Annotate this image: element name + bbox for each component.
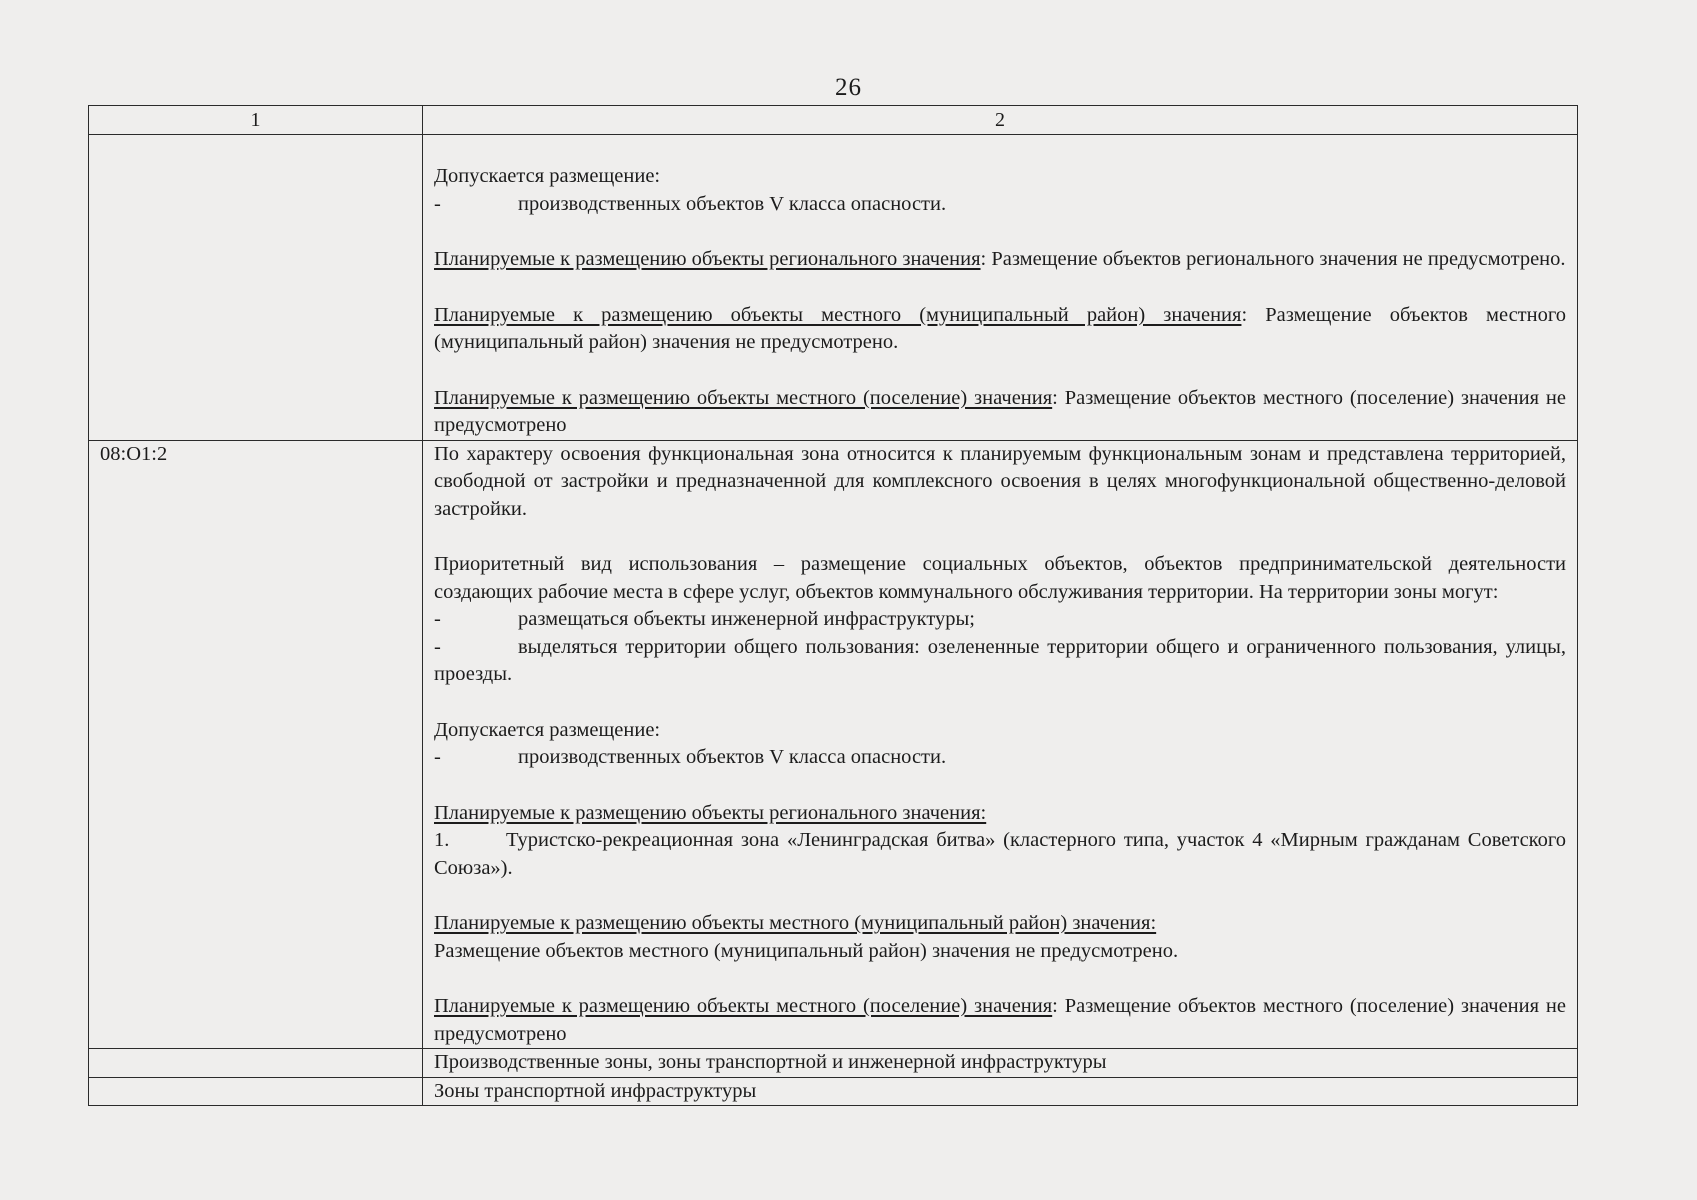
allowed-heading: Допускается размещение: (434, 718, 661, 741)
zone-description-cell (423, 440, 1578, 1049)
table-header-row (89, 106, 1578, 135)
zone-intro: По характеру освоения функциональная зона относится к планируемым функциональным зонам и представлена территорией, свободной от застройки и предназначенной для комплексного освоения в целях многофункциональной общественно-деловой застройки. (434, 442, 1566, 520)
table-row (89, 1077, 1578, 1106)
municipal-objects-paragraph (434, 302, 1566, 357)
zone-id-cell (89, 1077, 423, 1106)
header-col-1: 1 (89, 106, 423, 135)
list-dash: - (434, 192, 441, 215)
list-item (434, 634, 1566, 689)
settlement-objects-paragraph (434, 993, 1566, 1048)
list-item (434, 744, 1566, 772)
regional-objects-label: Планируемые к размещению объекты регионального значения (434, 248, 981, 270)
header-col-2: 2 (423, 106, 1578, 135)
zones-table (88, 105, 1578, 1106)
priority-use: Приоритетный вид использования – размещение социальных объектов, объектов предпринимательской деятельности создающих рабочие места в сфере услуг, объектов коммунального обслуживания территории. На территории зоны могут: (434, 553, 1566, 603)
regional-objects-text: : Размещение объектов регионального значения не предусмотрено. (980, 248, 1566, 270)
municipal-objects-label: Планируемые к размещению объекты местного (муниципальный район) значения (434, 303, 1242, 326)
settlement-objects-paragraph (434, 385, 1566, 440)
list-item-text: размещаться объекты инженерной инфраструктуры; (518, 608, 975, 630)
item-number: 1. (434, 829, 450, 851)
page-number: 26 (835, 74, 862, 101)
zone-id-cell: 08:О1:2 (89, 440, 423, 1049)
zone-id-cell (89, 135, 423, 441)
settlement-objects-label: Планируемые к размещению объекты местного (поселение) значения (434, 386, 1053, 409)
allowed-heading: Допускается размещение: (434, 165, 661, 187)
list-dash: - (434, 635, 441, 658)
regional-objects-label: Планируемые к размещению объекты регионального значения: (434, 801, 987, 824)
list-item-text: производственных объектов V класса опасности. (518, 192, 947, 215)
list-dash: - (434, 746, 441, 768)
item-text: Туристско-рекреационная зона «Ленинградская битва» (кластерного типа, участок 4 «Мирным гражданам Советского Союза»). (434, 829, 1566, 879)
table-row (89, 1049, 1578, 1078)
settlement-objects-label: Планируемые к размещению объекты местного (поселение) значения (434, 995, 1053, 1017)
zone-group-title: Зоны транспортной инфраструктуры (423, 1077, 1578, 1106)
municipal-objects-text: : Размещение объектов местного (муниципальный район) значения не предусмотрено. (434, 303, 1567, 353)
zone-group-title: Производственные зоны, зоны транспортной и инженерной инфраструктуры (423, 1049, 1578, 1078)
regional-object-item (434, 827, 1566, 882)
regional-objects-paragraph (434, 246, 1566, 274)
list-item-text: производственных объектов V класса опасности. (518, 746, 947, 768)
list-item (434, 191, 1566, 219)
zone-id-cell (89, 1049, 423, 1078)
municipal-objects-text: Размещение объектов местного (муниципальный район) значения не предусмотрено. (434, 939, 1179, 962)
table-row (89, 440, 1578, 1049)
list-dash: - (434, 608, 441, 630)
table-row (89, 135, 1578, 441)
zone-description-cell (423, 135, 1578, 441)
list-item (434, 606, 1566, 634)
municipal-objects-label: Планируемые к размещению объекты местного (муниципальный район) значения: (434, 912, 1157, 934)
list-item-text: выделяться территории общего пользования: озелененные территории общего и ограниченного пользования, улицы, проезды. (434, 635, 1566, 685)
settlement-objects-text: : Размещение объектов местного (поселение) значения не предусмотрено (434, 386, 1566, 436)
settlement-objects-text: : Размещение объектов местного (поселение) значения не предусмотрено (434, 995, 1566, 1045)
